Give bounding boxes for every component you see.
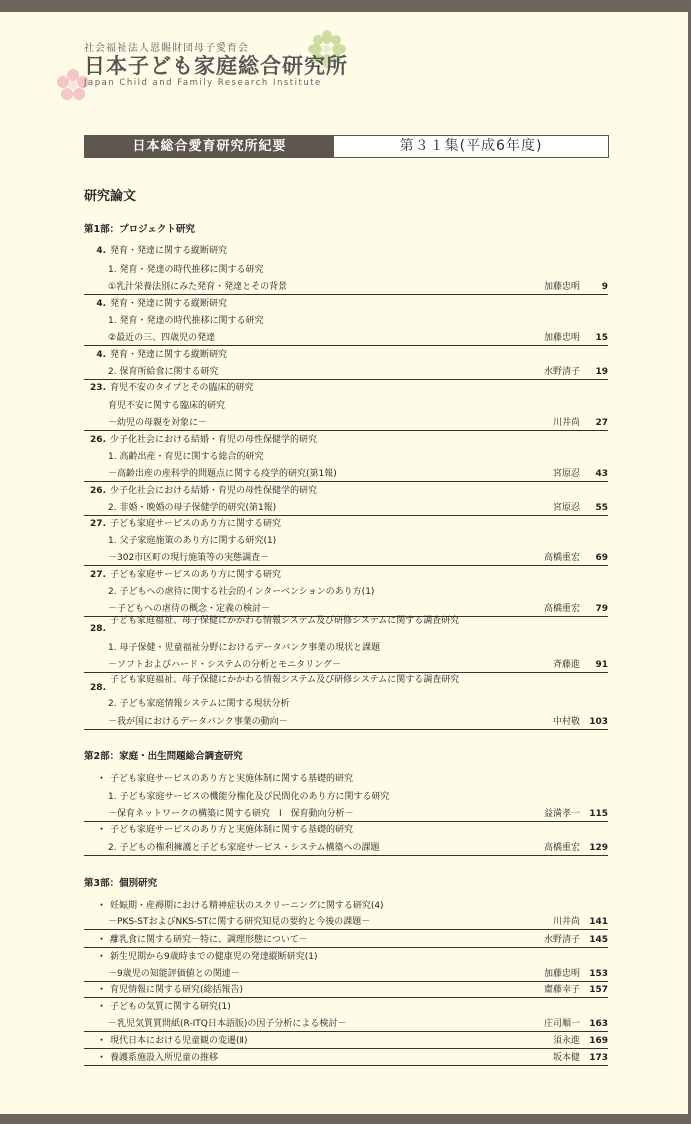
entry-page-number[interactable]: 79 [595,604,608,614]
entry-number: 28. [90,624,106,634]
entry-title: 発育・発達に関する縦断研究 [110,350,228,360]
entry-title: －我が国におけるデータバンク事業の動向－ [108,717,288,727]
entry-title: 1. 父子家庭施策のあり方に関する研究(1) [108,536,277,546]
entry-author: 高橋重宏 [543,843,580,853]
entry-author: 加藤忠明 [543,333,580,343]
entry-page-number[interactable]: 9 [601,282,608,292]
toc-entry [84,697,608,711]
entry-title: 子ども家庭サービスのあり方と実施体制に関する基礎的研究 [110,825,354,835]
entry-title: 2. 子ども家庭情報システムに関する現状分析 [108,699,290,709]
entry-author: 中村敬 [552,717,580,727]
entry-title: 育児不安に関する臨床的研究 [108,401,226,411]
toc-entry [84,484,608,498]
part-heading-2: 第2部：家庭・出生問題総合調査研究 [84,751,243,762]
toc-entry [84,950,608,964]
entry-title: 2. 保育所給食に関する研究 [108,367,219,377]
section-heading: 研究論文 [84,189,137,204]
entry-page-number[interactable]: 27 [595,418,608,428]
toc-entry [84,899,608,913]
entry-title: 新生児期から9歳時までの健康児の発達縦断研究(1) [110,952,318,962]
entry-author: 水野清子 [543,935,580,945]
entry-title: 育児情報に関する研究(総括報告) [110,985,244,995]
entry-title: －302市区町の現行施策等の実態調査－ [108,553,270,563]
entry-page-number[interactable]: 43 [595,469,608,479]
entry-title: 子どもの気質に関する研究(1) [110,1002,231,1012]
entry-author: 宮原忍 [552,469,580,479]
toc-entry [84,616,608,640]
entry-number: ・ [96,1053,106,1063]
entry-title: －ソフトおよびハード・システムの分析とモニタリング－ [108,660,341,670]
toc-entry[interactable] [84,983,608,998]
entry-number: 4. [96,299,106,309]
entry-page-number[interactable]: 145 [589,935,608,945]
entry-title: 子ども家庭福祉、母子保健にかかわる情報システム及び研修システムに関する調査研究 [110,616,460,626]
toc-entry [84,823,608,837]
entry-author: 斉藤進 [552,660,580,670]
entry-title: －幼児の母親を対象に－ [108,418,208,428]
toc-entry [84,263,608,277]
entry-title: 少子化社会における結婚・育児の母性保健学的研究 [110,486,318,496]
toc-entry [84,517,608,531]
entry-author: 坂本健 [552,1053,580,1063]
entry-title: 発育・発達に関する縦断研究 [110,299,228,309]
entry-author: 益満孝一 [543,809,580,819]
toc-entry[interactable] [84,280,608,295]
entry-title: 2. 子どもの権利擁護と子ども家庭サービス・システム構築への課題 [108,843,380,853]
entry-title: 養護系施設入所児童の推移 [110,1053,219,1063]
entry-number: 27. [90,570,106,580]
journal-name: 日本総合愛育研究所紀要 [85,136,334,157]
entry-page-number[interactable]: 169 [589,1036,608,1046]
entry-number: 26. [90,435,106,445]
org-english-name: Japan Child and Family Research Institute [84,78,322,88]
entry-author: 川井尚 [552,917,580,927]
toc-entry[interactable] [84,967,608,982]
toc-entry [84,381,608,395]
entry-title: 2. 子どもへの虐待に関する社会的インターベンションのあり方(1) [108,587,375,597]
entry-title: －高齢出産の産科学的問題点に関する疫学的研究(第1報) [108,469,337,479]
entry-number: 28. [90,683,106,693]
entry-title: 1. 母子保健・児童福祉分野におけるデータバンク事業の現状と課題 [108,643,381,653]
org-parent-name: 社会福祉法人恩賜財団母子愛育会 [84,43,249,54]
entry-number: 27. [90,519,106,529]
entry-author: 宮原忍 [552,503,580,513]
toc-entry[interactable] [84,501,608,516]
entry-page-number[interactable]: 157 [589,985,608,995]
entry-title: －乳児気質質問紙(R-ITQ日本語版)の因子分析による検討－ [108,1019,347,1029]
entry-page-number[interactable]: 115 [589,809,608,819]
toc-entry [84,399,608,413]
entry-author: 齋藤幸子 [543,985,580,995]
entry-title: 子ども家庭サービスのあり方に関する研究 [110,519,282,529]
entry-title: 育児不安のタイプとその臨床的研究 [110,383,254,393]
toc-entry[interactable] [84,551,608,566]
entry-number: 4. [96,246,106,256]
entry-title: 現代日本における児童観の変遷(Ⅱ) [110,1036,248,1046]
toc-entry [84,534,608,548]
entry-author: 高橋重宏 [543,604,580,614]
toc-entry[interactable] [84,1017,608,1032]
toc-entry[interactable] [84,1051,608,1066]
toc-entry [84,297,608,311]
top-bar [0,0,691,12]
toc-entry [84,790,608,804]
entry-title: 1. 高齢出産・育児に関する総合的研究 [108,452,264,462]
entry-title: 発育・発達に関する縦断研究 [110,246,228,256]
toc-entry[interactable] [84,602,608,617]
toc-entry[interactable] [84,658,608,673]
entry-title: －PKS-STおよびNKS-STに関する研究知見の要約と今後の課題－ [108,917,371,927]
entry-number: 23. [90,383,106,393]
entry-number: ・ [96,1036,106,1046]
entry-page-number[interactable]: 163 [589,1019,608,1029]
entry-title: 2. 非婚・晩婚の母子保健学的研究(第1報) [108,503,277,513]
toc-entry [84,244,608,258]
toc-entry [84,772,608,786]
entry-author: 高橋重宏 [543,553,580,563]
entry-page-number[interactable]: 153 [589,969,608,979]
toc-entry [84,314,608,328]
toc-entry[interactable] [84,933,608,948]
entry-number: ・ [96,1002,106,1012]
entry-page-number[interactable]: 69 [595,553,608,563]
entry-title: 妊娠期・産褥期における精神症状のスクリーニングに関する研究(4) [110,901,384,911]
toc-entry[interactable] [84,416,608,431]
toc-entry[interactable] [84,1034,608,1049]
entry-page-number[interactable]: 91 [595,660,608,670]
entry-page-number[interactable]: 103 [589,717,608,727]
entry-title: －9歳児の知能評価値との関連－ [108,969,240,979]
entry-page-number[interactable]: 19 [595,367,608,377]
entry-number: ・ [96,952,106,962]
entry-title: ①乳汁栄養法別にみた発育・発達とその背景 [108,282,288,292]
entry-title: 子ども家庭福祉、母子保健にかかわる情報システム及び研修システムに関する調査研究 [110,675,460,685]
toc-entry[interactable] [84,331,608,346]
org-name: 日本子ども家庭総合研究所 [84,54,348,78]
toc-entry [84,348,608,362]
entry-title: 少子化社会における結婚・育児の母性保健学的研究 [110,435,318,445]
part-heading-1: 第1部：プロジェクト研究 [84,224,195,235]
entry-author: 庄司順一 [543,1019,580,1029]
toc-entry[interactable] [84,915,608,930]
entry-page-number[interactable]: 141 [589,917,608,927]
volume-label: 第３１集(平成6年度) [399,138,543,154]
toc-entry [84,568,608,582]
toc-entry[interactable] [84,715,608,730]
entry-title: －子どもへの虐待の概念・定義の検討－ [108,604,271,614]
toc-entry[interactable] [84,807,608,822]
toc-entry[interactable] [84,841,608,856]
toc-entry [84,433,608,447]
toc-entry [84,641,608,655]
entry-number: ・ [96,825,106,835]
entry-page-number[interactable]: 15 [595,333,608,343]
entry-number: 26. [90,486,106,496]
organization-logo[interactable] [56,30,356,100]
entry-author: 加藤忠明 [543,969,580,979]
entry-title: 1. 発育・発達の時代推移に関する研究 [108,316,264,326]
entry-title: 離乳食に関する研究－特に、調理形態について－ [110,935,308,945]
bottom-bar [0,1114,691,1124]
entry-title: －保育ネットワークの構築に関する研究 Ⅰ 保育動向分析－ [108,809,354,819]
toc-entry [84,450,608,464]
toc-entry [84,1000,608,1014]
entry-author: 須永進 [552,1036,580,1046]
entry-author: 加藤忠明 [543,282,580,292]
entry-page-number[interactable]: 173 [589,1053,608,1063]
entry-title: 子ども家庭サービスのあり方に関する研究 [110,570,282,580]
entry-title: 1. 子ども家庭サービスの機能分権化及び民間化のあり方に関する研究 [108,792,390,802]
toc-entry [84,675,608,699]
entry-author: 川井尚 [552,418,580,428]
entry-number: ・ [96,774,106,784]
entry-title: ②最近の三、四歳児の発達 [108,333,216,343]
toc-entry [84,585,608,599]
entry-page-number[interactable]: 129 [589,843,608,853]
entry-number: ・ [96,935,106,945]
entry-number: ・ [96,901,106,911]
toc-entry[interactable] [84,365,608,380]
entry-title: 1. 発育・発達の時代推移に関する研究 [108,265,264,275]
entry-number: ・ [96,985,106,995]
entry-title: 子ども家庭サービスのあり方と実施体制に関する基礎的研究 [110,774,354,784]
entry-author: 水野清子 [543,367,580,377]
part-heading-3: 第3部：個別研究 [84,878,158,889]
entry-number: 4. [96,350,106,360]
journal-title-bar [84,135,609,158]
toc-entry[interactable] [84,467,608,482]
entry-page-number[interactable]: 55 [595,503,608,513]
